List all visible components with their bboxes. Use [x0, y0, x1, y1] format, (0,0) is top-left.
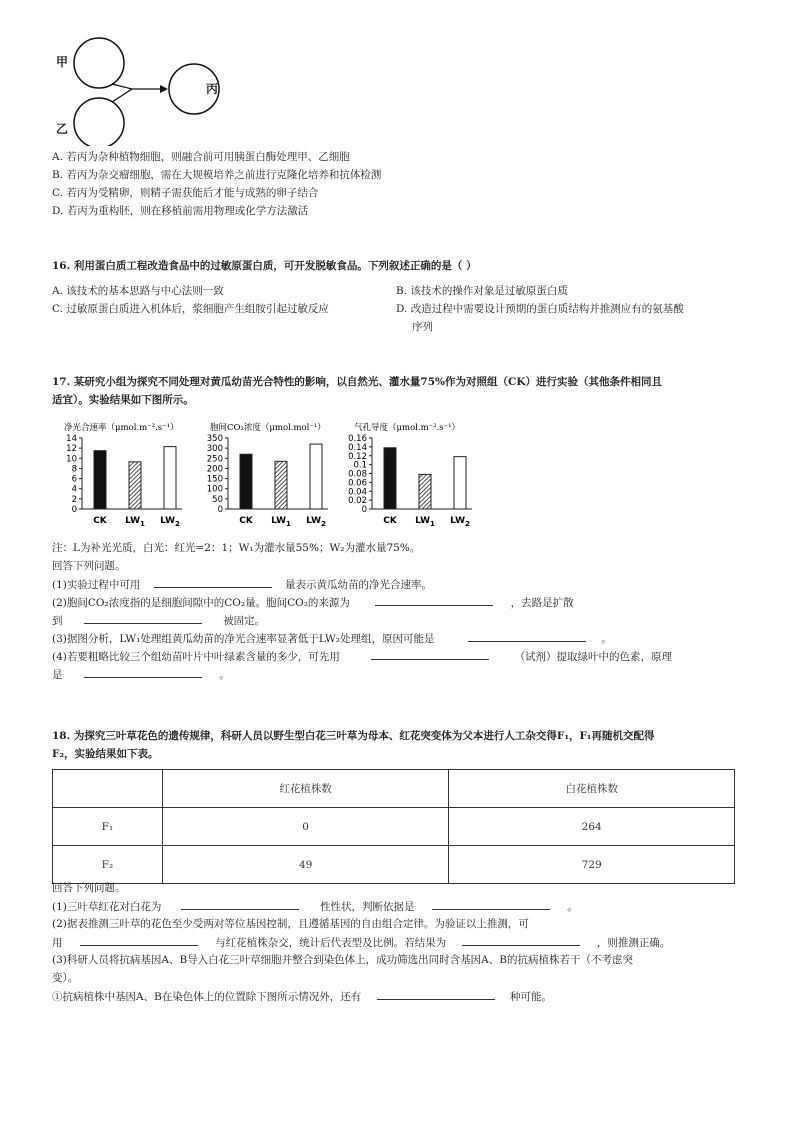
chart-title: 气孔导度（μmol.m⁻².s⁻¹）: [354, 423, 461, 433]
category-label: $LW_1$: [415, 516, 435, 528]
bar-lw1: [275, 461, 287, 509]
q17-part4-line2: 是 。: [52, 666, 230, 682]
y-tick-label: 10: [66, 454, 77, 465]
category-label: $LW_2$: [306, 516, 326, 528]
table-cell: 0: [162, 808, 449, 846]
y-tick-label: 0.08: [348, 469, 367, 480]
label-a: 甲: [56, 55, 69, 69]
q18-blank-5[interactable]: [377, 988, 495, 1000]
q18-part2-line1: (2)据表推测三叶草的花色至少受两对等位基因控制，且遵循基因的自由组合定律。为验证以上推测，可: [52, 918, 529, 930]
bar-lw1: [419, 474, 431, 509]
table-cell: 729: [449, 846, 735, 884]
y-tick-label: 300: [206, 444, 223, 455]
arrow-head: [160, 85, 168, 93]
q15-option-d: D. 若丙为重构胚，则在移植前需用物理或化学方法激活: [52, 205, 309, 217]
label-b: 乙: [56, 122, 69, 136]
q18-answer-intro: 回答下列问题。: [52, 882, 126, 894]
q17-blank-4[interactable]: [468, 630, 586, 642]
q17-part4-line1: (4)若要粗略比较三个组幼苗叶片中叶绿素含量的多少，可先用 （试剂）提取绿叶中的色素，原理: [52, 648, 672, 664]
category-label: CK: [239, 516, 253, 526]
q17-blank-5[interactable]: [371, 648, 489, 660]
category-label: $LW_1$: [125, 516, 145, 528]
fusion-svg: [50, 34, 250, 146]
y-tick-label: 14: [66, 434, 77, 444]
bar-lw1: [129, 462, 141, 509]
q18-stem-line1: 18. 为探究三叶草花色的遗传规律，科研人员以野生型白花三叶草为母本、红花突变体为父本进行人工杂交得F₁，F₁再随机交配得: [52, 730, 655, 742]
y-tick-label: 0: [361, 505, 367, 515]
q18-part3-line1: (3)科研人员将抗病基因A、B导入白花三叶草细胞并整合到染色体上，成功筛选出同时含基因A、B的抗病植株若干（不考虑突: [52, 954, 633, 966]
bar-ck: [94, 451, 106, 509]
q17-part2-line1: (2)胞间CO₂浓度指的是细胞间隙中的CO₂量。胞间CO₂的来源为 ，去路是扩散: [52, 594, 574, 610]
q15-option-a: A. 若丙为杂种植物细胞，则融合前可用胰蛋白酶处理甲、乙细胞: [52, 151, 350, 163]
q15-option-b: B. 若丙为杂交瘤细胞，需在大规模培养之前进行克隆化培养和抗体检测: [52, 169, 382, 181]
table-cell: 49: [162, 846, 449, 884]
q18-part4: ①抗病植株中基因A、B在染色体上的位置除下图所示情况外，还有 种可能。: [52, 988, 552, 1004]
category-label: $LW_1$: [271, 516, 291, 528]
y-tick-label: 2: [71, 494, 77, 505]
y-tick-label: 0.12: [348, 451, 367, 462]
label-c: 丙: [206, 82, 219, 96]
q18-blank-3[interactable]: [80, 934, 198, 946]
q18-results-table: [52, 769, 735, 884]
q17-stem-line2: 适宜）。实验结果如下图所示。: [52, 394, 194, 406]
q18-blank-4[interactable]: [462, 934, 580, 946]
cell-b-circle: [74, 98, 124, 146]
y-tick-label: 0.14: [348, 442, 367, 453]
bar-ck: [384, 448, 396, 509]
table-row: [53, 846, 735, 884]
category-label: $LW_2$: [450, 516, 470, 528]
category-label: $LW_2$: [160, 516, 180, 528]
y-tick-label: 0.1: [353, 460, 367, 471]
q18-blank-1[interactable]: [181, 898, 299, 910]
q15-option-c: C. 若丙为受精卵，则精子需获能后才能与成熟的卵子结合: [52, 187, 319, 199]
table-header-cell: 红花植株数: [162, 770, 449, 808]
q16-option-d-cont: 序列: [412, 321, 433, 333]
q18-part1: (1)三叶草红花对白花为 性性状，判断依据是 。: [52, 898, 578, 914]
bar-lw2: [310, 444, 322, 509]
y-tick-label: 0: [217, 505, 223, 515]
q18-blank-2[interactable]: [432, 898, 550, 910]
bar-lw2: [454, 457, 466, 509]
y-tick-label: 250: [206, 454, 223, 465]
table-cell: 264: [449, 808, 735, 846]
cell-a-circle: [74, 38, 124, 88]
table-header-row: [53, 770, 735, 808]
y-tick-label: 4: [71, 484, 77, 495]
q17-stem-line1: 17. 某研究小组为探究不同处理对黄瓜幼苗光合特性的影响，以自然光、灌水量75%作为对照组（CK）进行实验（其他条件相同且: [52, 376, 662, 388]
chart-title: 净光合速率（μmol.m⁻².s⁻¹）: [64, 423, 179, 433]
bar-lw2: [164, 447, 176, 509]
table-cell: F₁: [53, 808, 163, 846]
y-tick-label: 0.02: [348, 496, 367, 507]
q17-part1: (1)实验过程中可用 量表示黄瓜幼苗的净光合速率。: [52, 576, 432, 592]
category-label: CK: [383, 516, 397, 526]
y-tick-label: 8: [71, 464, 77, 475]
q17-blank-1[interactable]: [154, 576, 272, 588]
q16-option-d: D. 改造过程中需要设计预期的蛋白质结构并推测应有的氨基酸: [396, 303, 684, 315]
q17-note: 注：L为补光光质，白光：红光=2：1；W₁为灌水量55%；W₂为灌水量75%。: [52, 542, 421, 554]
q17-answer-intro: 回答下列问题。: [52, 560, 126, 572]
bar-ck: [240, 454, 252, 509]
category-label: CK: [93, 516, 107, 526]
q18-part2-line2: 用 与红花植株杂交，统计后代表型及比例。若结果为 ，则推测正确。: [52, 934, 670, 950]
y-tick-label: 12: [66, 444, 77, 455]
y-tick-label: 50: [212, 494, 223, 505]
q16-option-a: A. 该技术的基本思路与中心法则一致: [52, 285, 224, 297]
table-header-cell: [53, 770, 163, 808]
q18-part3-line2: 变）。: [52, 972, 79, 984]
y-tick-label: 0.04: [348, 487, 367, 498]
y-tick-label: 150: [206, 474, 223, 485]
q16-stem: 16. 利用蛋白质工程改造食品中的过敏原蛋白质，可开发脱敏食品。下列叙述正确的是（ ）: [52, 260, 477, 272]
table-row: [53, 808, 735, 846]
q16-option-c: C. 过敏原蛋白质进入机体后，浆细胞产生组胺引起过敏反应: [52, 303, 329, 315]
y-tick-label: 0: [71, 505, 77, 515]
chart-title: 胞间CO₂浓度（μmol.mol⁻¹）: [210, 423, 326, 433]
table-cell: F₂: [53, 846, 163, 884]
q17-blank-6[interactable]: [84, 666, 202, 678]
q17-blank-3[interactable]: [84, 612, 202, 624]
q17-charts: [50, 418, 490, 528]
table-header-cell: 白花植株数: [449, 770, 735, 808]
y-tick-label: 100: [206, 484, 223, 495]
y-tick-label: 6: [71, 474, 77, 485]
y-tick-label: 200: [206, 464, 223, 475]
q17-part2-line2: 到 被固定。: [52, 612, 265, 628]
q16-option-b: B. 该技术的操作对象是过敏原蛋白质: [396, 285, 568, 297]
q18-stem-line2: F₂，实验结果如下表。: [52, 748, 159, 760]
y-tick-label: 0.06: [348, 478, 367, 489]
y-tick-label: 0.16: [348, 434, 367, 444]
y-tick-label: 350: [206, 434, 223, 444]
q17-part3: (3)据图分析，LW₁处理组黄瓜幼苗的净光合速率显著低于LW₂处理组，原因可能是 。: [52, 630, 612, 646]
q17-blank-2[interactable]: [375, 594, 493, 606]
